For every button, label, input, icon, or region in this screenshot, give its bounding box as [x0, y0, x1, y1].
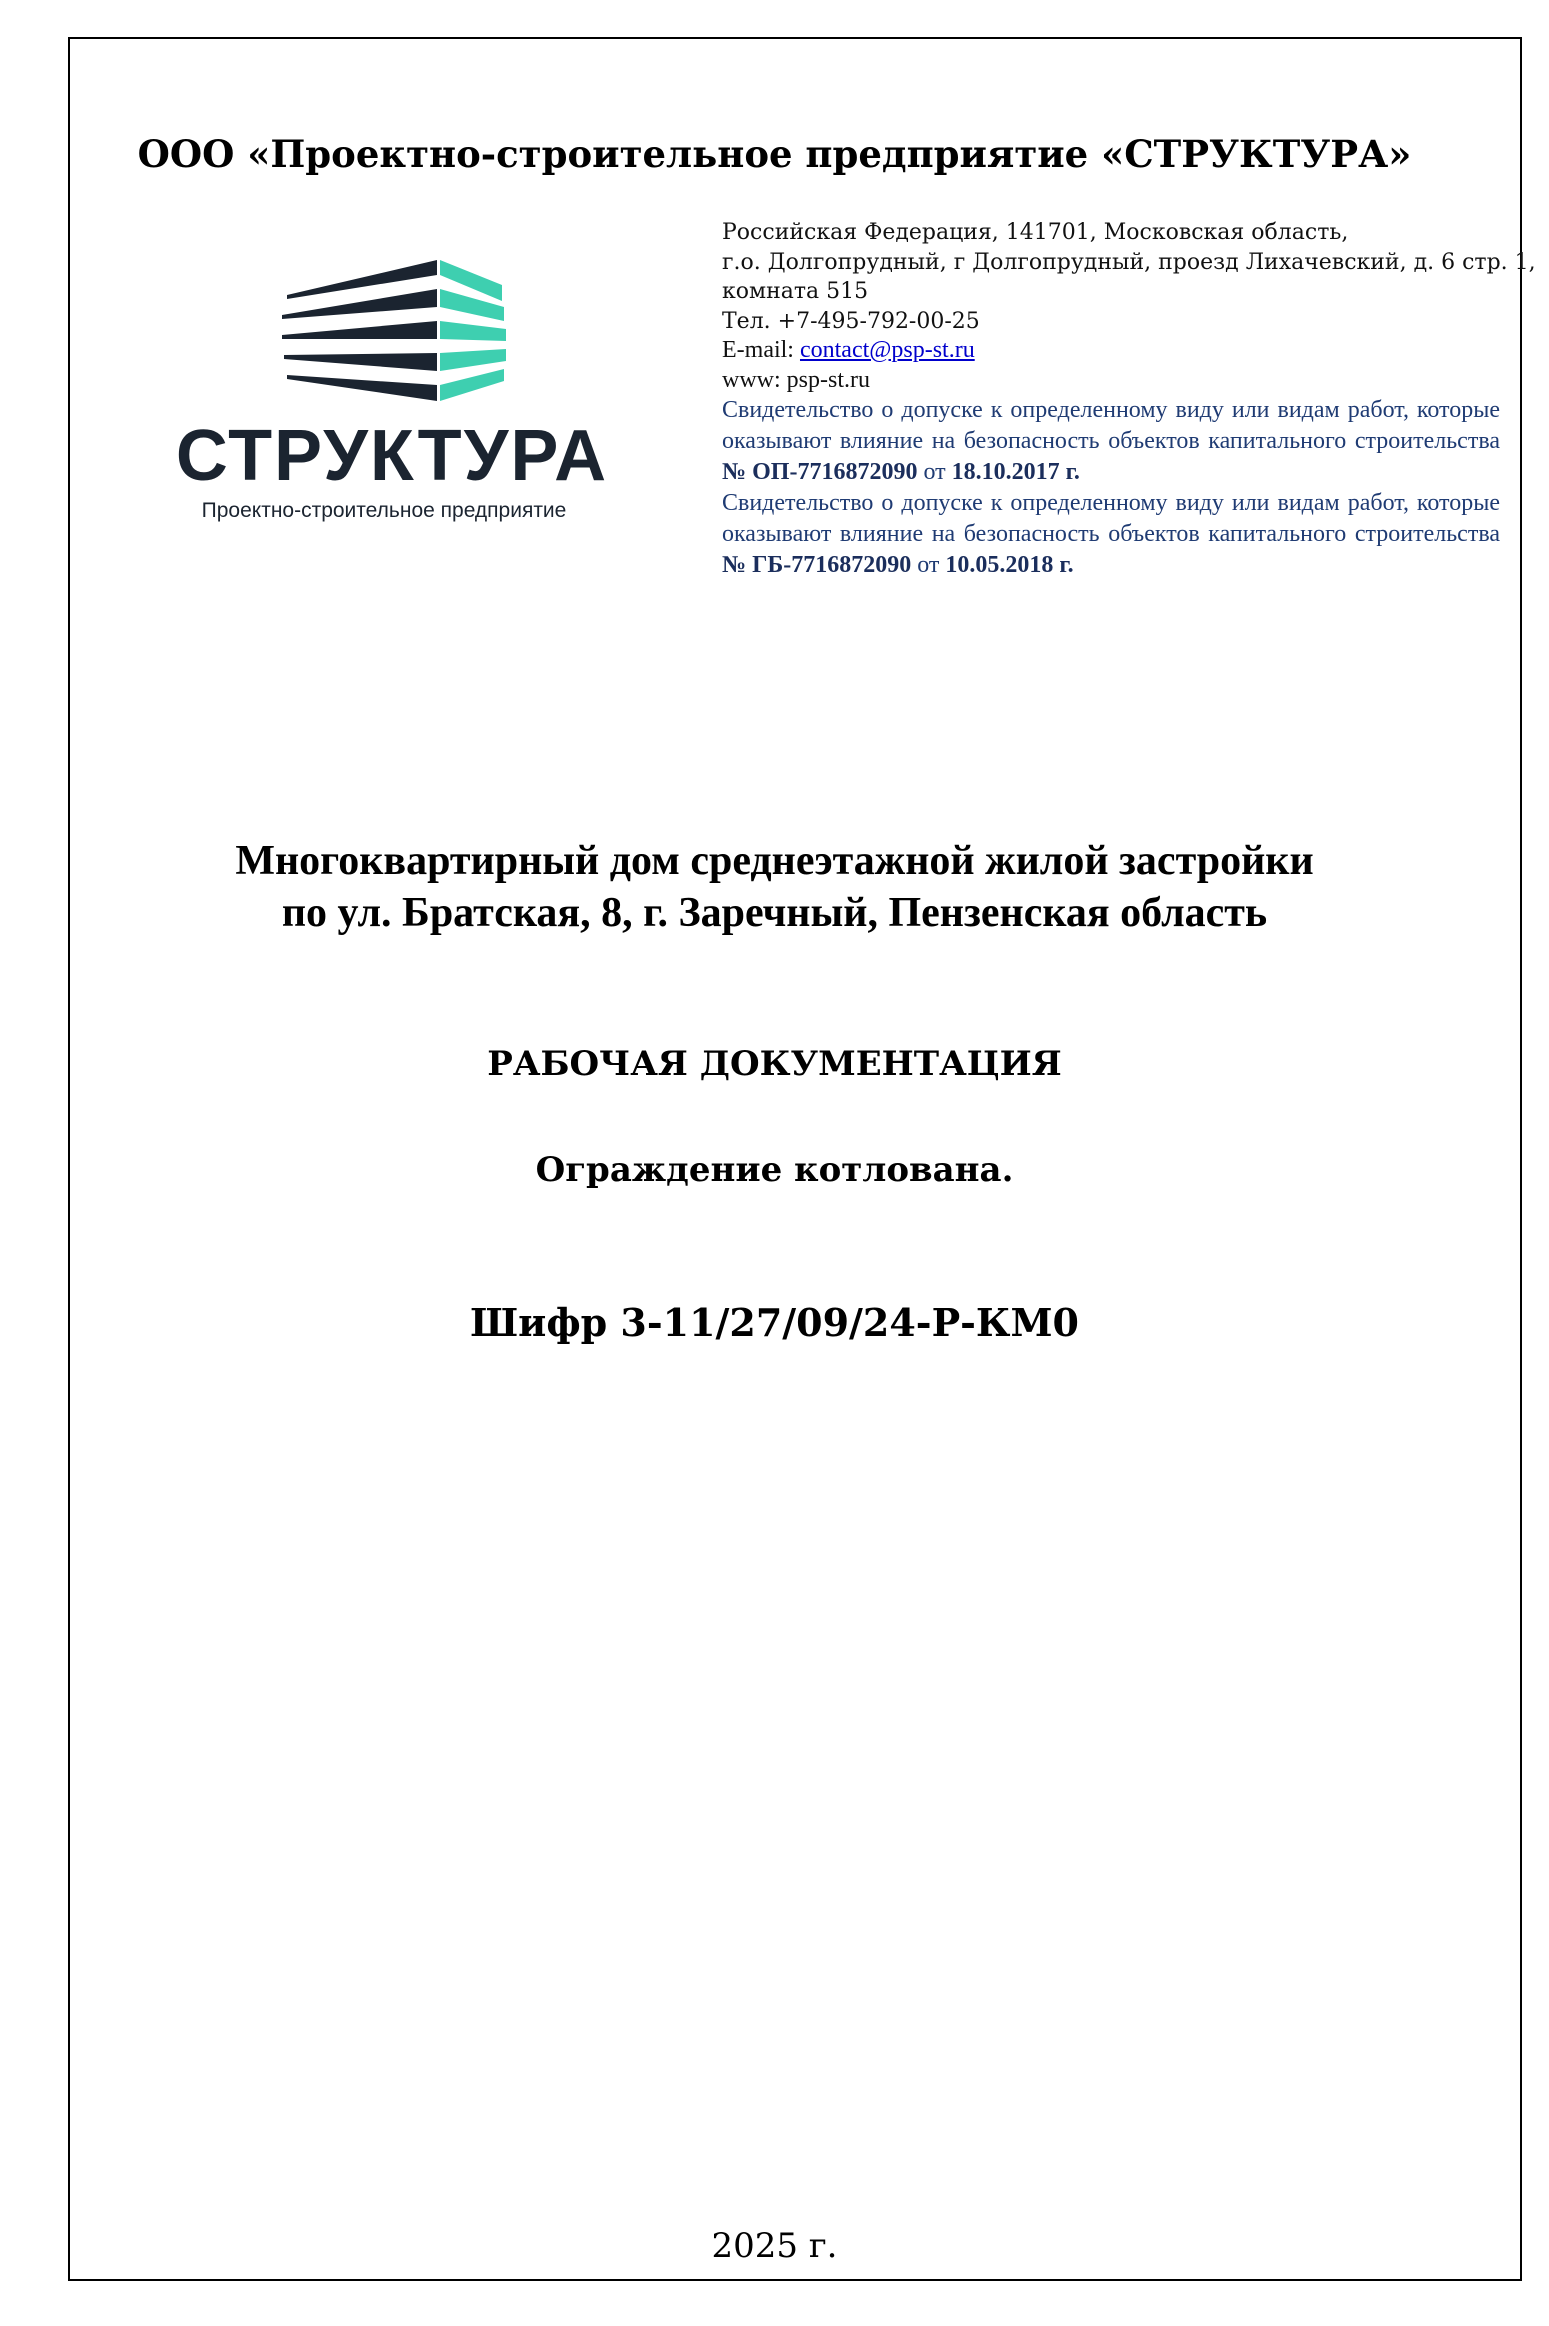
certificate-1-text: Свидетельство о допуске к определенному виду или видам работ, которые оказывают влияние на безопасность объектов капитального строительства — [722, 397, 1500, 454]
object-title-line-1: Многоквартирный дом среднеэтажной жилой застройки — [235, 838, 1314, 884]
certificate-2-from: от — [911, 552, 946, 578]
email-row — [722, 336, 1500, 366]
document-year: 2025 г. — [711, 2226, 838, 2266]
address-line-1: Российская Федерация, 141701, Московская область, — [722, 220, 1349, 245]
certificate-2-date: 10.05.2018 г. — [945, 552, 1074, 578]
contact-block — [722, 218, 1536, 581]
logo-name: СТРУКТУРА — [175, 416, 609, 496]
email-label: E-mail: — [722, 337, 800, 363]
logo-tagline: Проектно-строительное предприятие — [201, 499, 567, 522]
certificate-1-date: 18.10.2017 г. — [951, 459, 1080, 485]
website: www: psp-st.ru — [722, 366, 870, 393]
certificate-1-from: от — [917, 459, 952, 485]
document-type: РАБОЧАЯ ДОКУМЕНТАЦИЯ — [487, 1044, 1062, 1084]
company-logo — [122, 255, 662, 525]
object-title-line-2: по ул. Братская, 8, г. Заречный, Пензенская область — [281, 890, 1268, 936]
document-code: Шифр 3-11/27/09/24-Р-КМ0 — [469, 1300, 1079, 1345]
certificate-1-number: № ОП-7716872090 — [722, 459, 918, 485]
object-title — [0, 835, 1549, 939]
phone: Тел. +7-495-792-00-25 — [722, 308, 980, 334]
email-link[interactable]: contact@psp-st.ru — [799, 337, 975, 363]
certificate-2-number: № ГБ-7716872090 — [722, 552, 912, 578]
certificate-2 — [722, 488, 1500, 581]
address-line-2: г.о. Долгопрудный, г Долгопрудный, проезд Лихачевский, д. 6 стр. 1, — [722, 249, 1536, 275]
document-subtitle: Ограждение котлована. — [535, 1150, 1014, 1190]
company-title: ООО «Проектно-строительное предприятие «СТРУКТУРА» — [137, 132, 1412, 176]
logo-emblem — [282, 260, 506, 401]
certificate-2-text: Свидетельство о допуске к определенному виду или видам работ, которые оказывают влияние на безопасность объектов капитального строительства — [722, 490, 1500, 547]
certificate-1 — [722, 395, 1500, 488]
address-line-3: комната 515 — [722, 279, 869, 304]
